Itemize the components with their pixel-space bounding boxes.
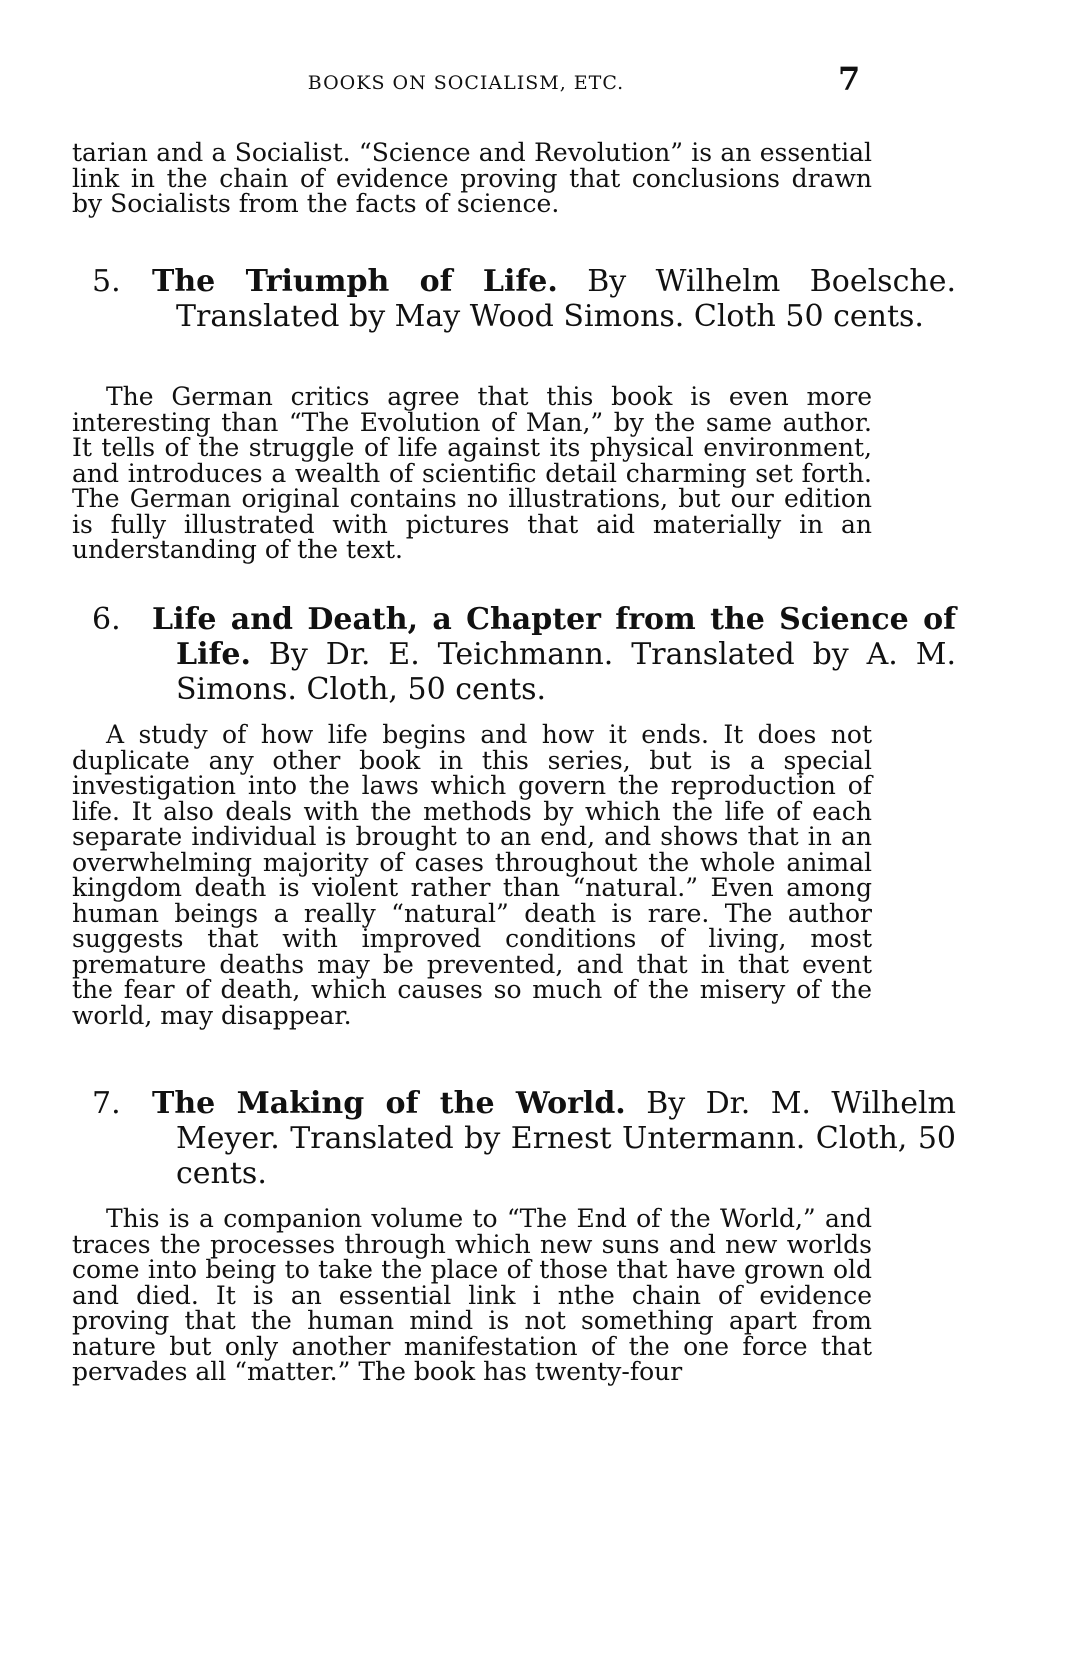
entry-details: By Dr. M. Wilhelm Meyer. Translated by Ernest Untermann. Cloth, 50 cents.	[176, 1086, 956, 1191]
entry-heading	[92, 1086, 956, 1191]
entry-number: 5.	[92, 264, 121, 299]
entry-number: 6.	[92, 602, 121, 637]
entry-details: By Wilhelm Boelsche. Translated by May Wood Simons. Cloth 50 cents.	[176, 264, 956, 334]
entry-title: The Making of the World.	[152, 1086, 626, 1121]
entry-title: The Triumph of Life.	[152, 264, 558, 299]
entry-heading	[92, 602, 956, 707]
entry-description: The German critics agree that this book is even more interesting than “The Evolution of Man,” by the same author. It tells of the struggle of life against its physical environment, and introduces a wealth of scientific detail charming set forth. The German original contains no illustrations, but our edition is fully illustrated with pictures that aid materially in an understanding of the text.	[72, 382, 872, 564]
entry-details: By Dr. E. Teichmann. Translated by A. M. Simons. Cloth, 50 cents.	[176, 637, 956, 707]
entry-description: A study of how life begins and how it ends. It does not duplicate any other book in this series, but is a special investigation into the laws which govern the reproduction of life. It also deals with the methods by which the life of each separate individual is brought to an end, and shows that in an overwhelming majority of cases throughout the whole animal kingdom death is violent rather than “natural.” Even among human beings a really “natural” death is rare. The author suggests that with improved conditions of living, most premature deaths may be prevented, and that in that event the fear of death, which causes so much of the misery of the world, may disappear.	[72, 720, 872, 1030]
entry-description: This is a companion volume to “The End of the World,” and traces the processes through which new suns and new worlds come into being to take the place of those that have grown old and died. It is an essential link i nthe chain of evidence proving that the human mind is not something apart from nature but only another manifestation of the one force that pervades all “matter.” The book has twenty-four	[72, 1204, 872, 1386]
running-head: BOOKS ON SOCIALISM, ETC.	[307, 72, 625, 94]
continued-paragraph: tarian and a Socialist. “Science and Revolution” is an essential link in the chain of evidence proving that conclusions drawn by Socialists from the facts of science.	[72, 138, 872, 218]
page-number: 7	[838, 60, 861, 98]
entry-heading	[92, 264, 956, 334]
entry-number: 7.	[92, 1086, 121, 1121]
entry-title: Life and Death, a Chapter from the Science of Life.	[152, 602, 956, 672]
